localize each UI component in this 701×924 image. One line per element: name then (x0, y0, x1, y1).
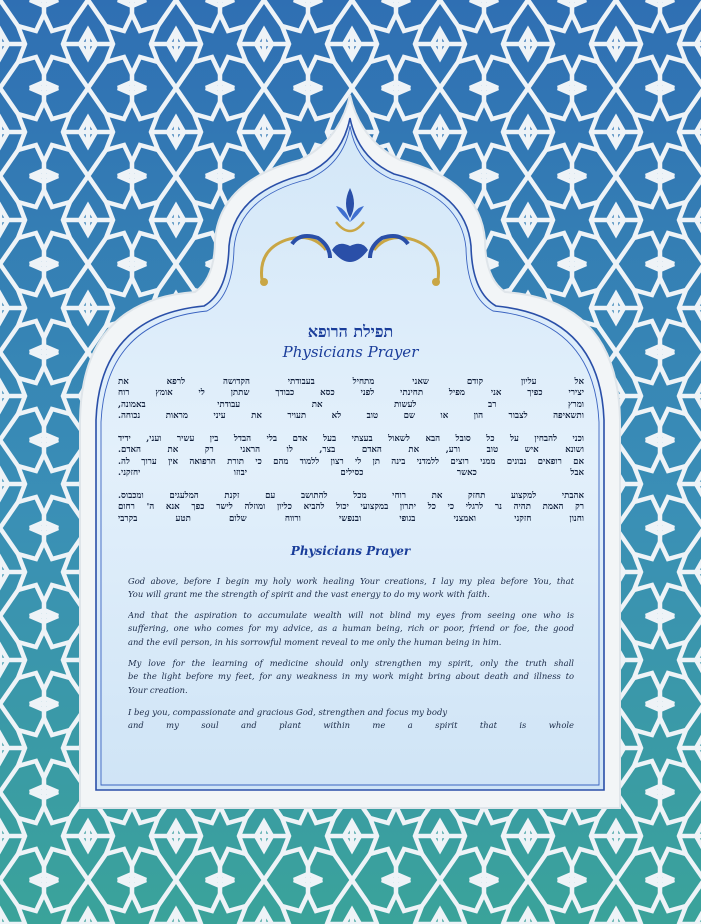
english-line: and my soul and plant within me a spirit that is whole (128, 720, 574, 731)
hebrew-line: ומרץ רב לעשות את עבודתי באמונה, (118, 399, 584, 410)
title-hebrew: תפילת הרופא (307, 322, 394, 341)
english-line: Your creation. (128, 684, 188, 695)
hebrew-line: אל עליון קודם שאני מתחיל בעבודתי הקדושה לרפא את (118, 377, 584, 387)
english-paragraph-3 (128, 657, 574, 697)
hebrew-line: וכני להבחין על כל סובל הבא לשאול בעצתי בעל אדם בלי הבדל בין עשיר ועני, ידיד (118, 434, 584, 444)
english-line: be the light before my feet, for any weakness in my work might bring about death and illness to (128, 671, 574, 682)
hebrew-line: אהבתי למקצוע תחזק את רוחי מכל להתושב עם זקנת המלעגים ומכבוס. (118, 491, 584, 501)
hebrew-line: אבל כאשר כסילים יבוזו יחזקני. (118, 467, 584, 478)
english-line: God above, before I begin my holy work healing Your creations, I lay my plea before You, that (128, 576, 574, 586)
english-line: suffering, one who comes for my advice, as a human being, rich or poor, friend or foe, the good (128, 623, 574, 634)
hebrew-line: רק האמת תהיה נר לרגלי כי כל יתרון במקצועי יכול להביא כליון ומוזלה לישר כפך אנא ה' רחום (118, 502, 584, 513)
hebrew-line: וחנון חזקני ואמצני בגופי ובנפשי ורווח שלום תטע בקרבי (118, 513, 584, 524)
hebrew-paragraph-2 (118, 434, 584, 479)
english-paragraph-4 (128, 706, 574, 733)
hebrew-line: אם רופאים נבונים ממני רוצים ללמדני בינה תן לי רצון ללמוד מהם כי תורת הרפואה אין ערוך לה. (118, 456, 584, 467)
hebrew-line: ותשאיפה לצבור הון או שם טוב לא תעויר את עיני מראות נכוחה. (118, 410, 584, 421)
english-paragraph-1 (128, 575, 574, 602)
hebrew-line: יצירי כפיך אני מפיל תחינתי לפני כסא כבודך שתתן לי אומץ רוח (118, 388, 584, 399)
subtitle-english: Physicians Prayer (290, 544, 411, 558)
title-english: Physicians Prayer (282, 343, 419, 361)
english-line: and the evil person, in his sorrowful moment reveal to me only the human being in him. (128, 636, 502, 647)
english-line: My love for the learning of medicine should only strengthen my spirit, only the truth shall (128, 658, 574, 668)
hebrew-paragraph-3 (118, 491, 584, 525)
english-paragraph-2 (128, 609, 574, 649)
english-line: And that the aspiration to accumulate wealth will not blind my eyes from seeing one who is (128, 610, 574, 620)
english-line: You will grant me the strength of spirit and the vast energy to do my work with faith. (128, 589, 490, 600)
hebrew-line: ושונא איש טוב ורע, את האדם בצר, לו הראני רק את האדם. (118, 445, 584, 456)
english-line: I beg you, compassionate and gracious God, strengthen and focus my body (128, 707, 448, 717)
hebrew-paragraph-1 (118, 377, 584, 422)
